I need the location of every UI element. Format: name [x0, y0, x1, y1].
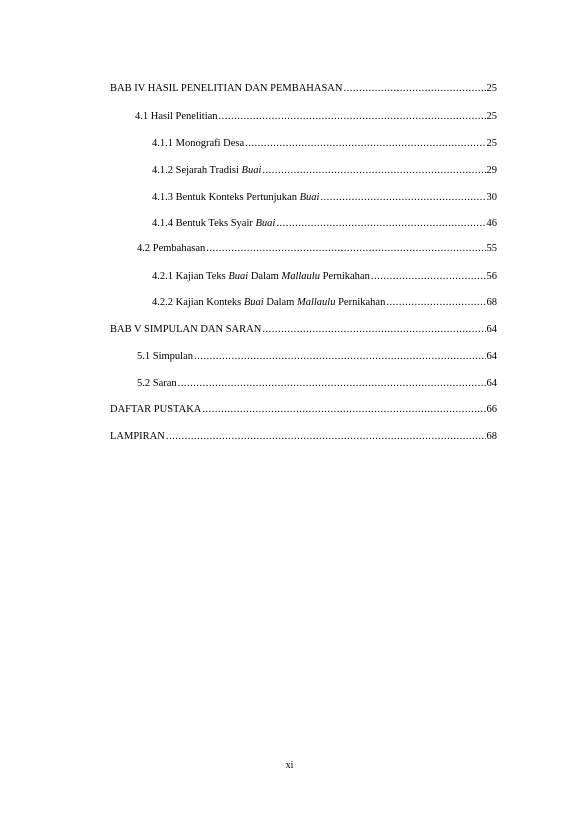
toc-entry-title: 4.1.1 Monografi Desa: [152, 138, 245, 149]
toc-entry-page: 25: [486, 138, 497, 149]
toc-entry-page: 68: [486, 431, 497, 442]
toc-entry-page: 66: [486, 404, 497, 415]
page-number: xi: [285, 760, 294, 771]
toc-entry-4-2: [137, 242, 497, 256]
dot-leader: [206, 242, 485, 256]
dot-leader: [262, 164, 485, 178]
toc-entry-page: 25: [486, 83, 497, 94]
toc-entry-title: BAB V SIMPULAN DAN SARAN: [110, 324, 262, 335]
toc-entry-5-2: [137, 377, 497, 391]
toc-entry-title: 4.1 Hasil Penelitian: [135, 111, 218, 122]
toc-entry-4-1: [135, 110, 497, 124]
toc-entry-title: 4.2.1 Kajian Teks Buai Dalam Mallaulu Pernikahan: [152, 271, 370, 282]
dot-leader: [320, 191, 485, 205]
dot-leader: [202, 403, 485, 417]
toc-entry-4-1-4: [152, 217, 497, 231]
toc-entry-5-1: [137, 350, 497, 364]
toc-entry-lampiran: [110, 430, 497, 444]
toc-entry-4-1-1: [152, 137, 497, 151]
dot-leader: [262, 323, 485, 337]
toc-entry-page: 30: [486, 192, 497, 203]
dot-leader: [194, 350, 485, 364]
dot-leader: [371, 270, 486, 284]
toc-entry-page: 46: [486, 218, 497, 229]
toc-entry-title: 5.1 Simpulan: [137, 351, 194, 362]
toc-entry-page: 55: [486, 243, 497, 254]
toc-entry-page: 64: [486, 351, 497, 362]
toc-entry-daftar-pustaka: [110, 403, 497, 417]
toc-entry-title: BAB IV HASIL PENELITIAN DAN PEMBAHASAN: [110, 83, 343, 94]
toc-entry-4-1-2: [152, 164, 497, 178]
toc-entry-4-2-2: [152, 296, 497, 310]
toc-entry-title: 4.2.2 Kajian Konteks Buai Dalam Mallaulu Pernikahan: [152, 297, 386, 308]
toc-entry-title: 4.1.3 Bentuk Konteks Pertunjukan Buai: [152, 192, 320, 203]
toc-entry-title: LAMPIRAN: [110, 431, 165, 442]
toc-entry-bab-v: [110, 323, 497, 337]
dot-leader: [178, 377, 486, 391]
dot-leader: [245, 137, 485, 151]
toc-entry-title: 5.2 Saran: [137, 378, 177, 389]
dot-leader: [166, 430, 486, 444]
toc-entry-page: 56: [486, 271, 497, 282]
toc-entry-bab-iv: [110, 82, 497, 96]
toc-entry-title: 4.1.2 Sejarah Tradisi Buai: [152, 165, 262, 176]
dot-leader: [219, 110, 486, 124]
toc-entry-4-2-1: [152, 270, 497, 284]
dot-leader: [386, 296, 485, 310]
toc-entry-title: 4.2 Pembahasan: [137, 243, 206, 254]
toc-entry-title: DAFTAR PUSTAKA: [110, 404, 202, 415]
toc-entry-page: 64: [486, 324, 497, 335]
dot-leader: [276, 217, 485, 231]
toc-entry-page: 68: [486, 297, 497, 308]
toc-entry-page: 64: [486, 378, 497, 389]
toc-entry-page: 25: [486, 111, 497, 122]
toc-entry-page: 29: [486, 165, 497, 176]
dot-leader: [343, 82, 485, 96]
toc-entry-4-1-3: [152, 191, 497, 205]
toc-entry-title: 4.1.4 Bentuk Teks Syair Buai: [152, 218, 276, 229]
